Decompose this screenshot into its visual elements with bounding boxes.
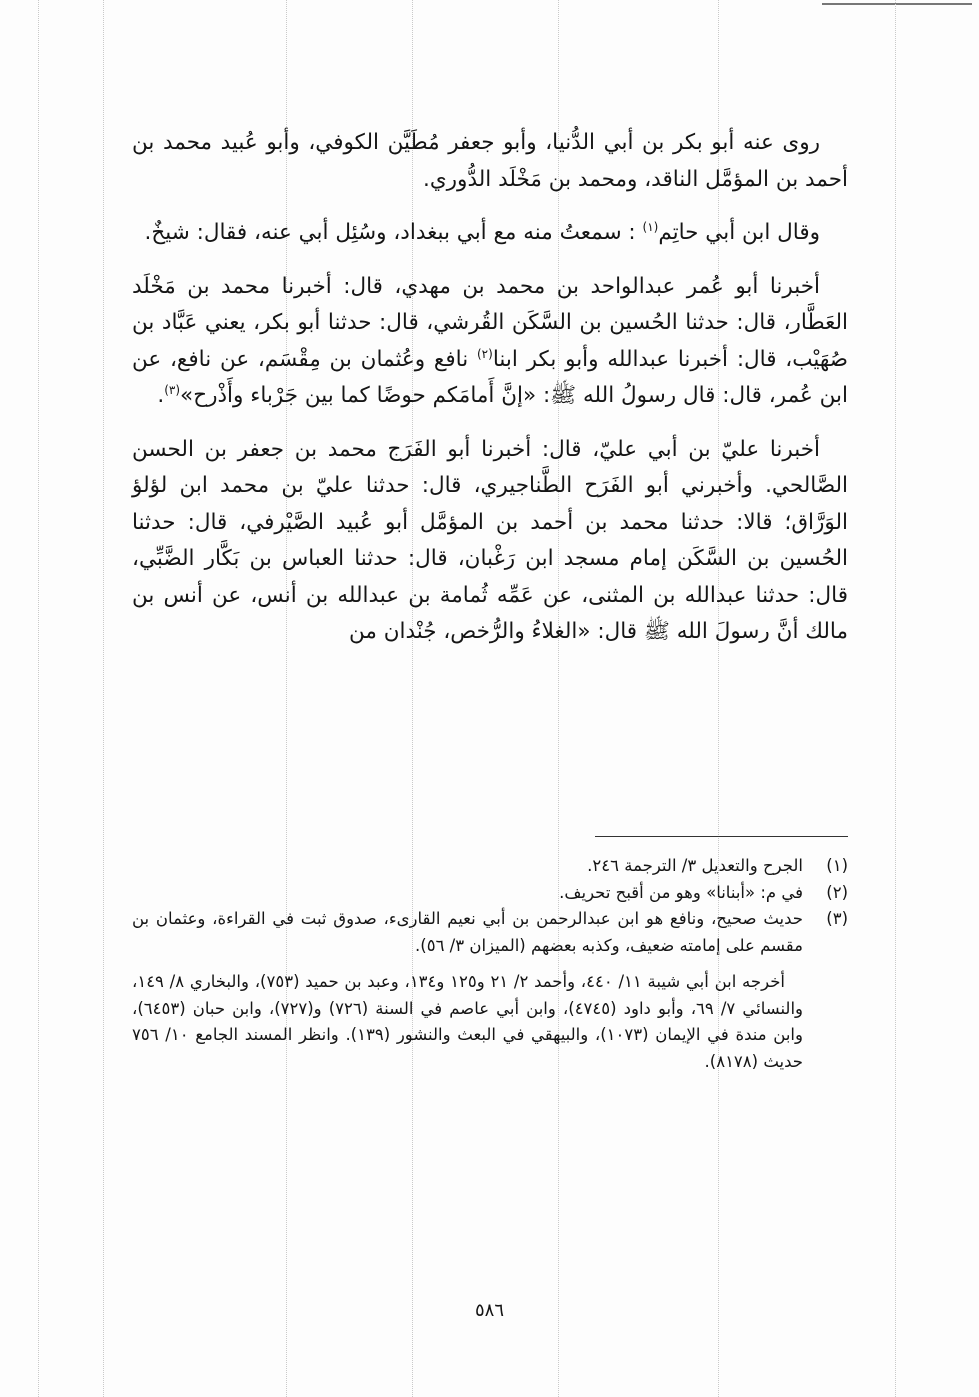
footnote-number: (٢) [826,882,848,902]
main-text [132,125,848,668]
paragraph-text: نافع وعُثمان بن مِقْسَم، عن نافع، عن ابن عُمر، قال: قال رسولُ الله ﷺ: «إنَّ أَمامَكم حوضًا كما بين جَرْباء وأَذْرح» [132,346,848,408]
footnote-text: حديث صحيح، ونافع هو ابن عبدالرحمن بن أبي نعيم القارىء، صدوق ثبت في القراءة، وعثمان بن مقسم على إمامته ضعيف، وكذبه بعضهم (الميزان ٣/ ٥٦). [132,909,803,955]
page-number: ٥٨٦ [474,1300,504,1321]
footnote-ref[interactable]: (٢) [476,346,493,361]
paragraph-text: وقال ابن أبي حاتِم [658,220,820,245]
paragraph-hadith-one [132,269,848,415]
footnote-ref[interactable]: (١) [642,219,659,234]
footnote-continuation: أخرجه ابن أبي شيبة ١١/ ٤٤٠، وأحمد ٢/ ٢١ و١٢٥ و١٣٤، وعبد بن حميد (٧٥٣)، والبخاري ٨/ ١٤٩، والنسائي ٧/ ٦٩، وأبو داود (٤٧٤٥)، وابن أبي عاصم في السنة (٧٢٦) و(٧٢٧)، وابن حبان (٦٤٥٣)، وابن مندة في الإيمان (١٠٧٣)، والبيهقي في البعث والنشور (١٣٩). وانظر المسند الجامع ١٠/ ٧٥٦ حديث (٨١٧٨). [132,972,804,1071]
footnote-separator [595,836,848,837]
top-edge-rule [822,3,972,5]
scan-noise-line [895,0,896,1397]
scan-noise-line [38,0,39,1397]
footnote-text: الجرح والتعديل ٣/ الترجمة ٢٤٦. [587,856,803,875]
footnote-item [132,880,848,907]
footnote-number: (١) [826,856,848,875]
paragraph-ibn-abi-hatim [132,215,848,252]
footnote-text: في م: «أبنانا» وهو من أقبح تحريف. [559,882,803,902]
paragraph-hadith-two [132,432,848,651]
footnote-ref[interactable]: (٣) [164,382,181,397]
footnote-item [132,906,848,959]
paragraph-text: . [157,383,165,408]
paragraph-narrators [132,125,848,198]
footnote-number: (٣) [826,909,848,928]
footnote-item [132,853,848,880]
scan-noise-line [103,0,104,1397]
paragraph-text: روى عنه أبو بكر بن أبي الدُّنيا، وأبو جعفر مُطَيَّن الكوفي، وأبو عُبيد محمد بن أحمد بن المؤمَّل الناقد، ومحمد بن مَخْلَد الدُّوري. [132,130,848,192]
paragraph-text: : سمعتُ منه مع أبي ببغداد، وسُئِل أبي عنه، فقال: شيخٌ. [144,220,636,245]
paragraph-text: أخبرنا عليّ بن أبي عليّ، قال: أخبرنا أبو الفَرَج محمد بن جعفر بن الحسن الصَّالحي. وأخبرني أبو الفَرَح الطَّناجيري، قال: حدثنا عليّ بن محمد ابن لؤلؤ الوَرَّاق؛ قالا: حدثنا محمد بن أحمد بن المؤمَّل أبو عُبيد الصَّيْرفي، قال: حدثنا الحُسين بن السَّكَن إمام مسجد ابن رَغْبان، قال: حدثنا العباس بن بَكَّار الضَّبِّي، قال: حدثنا عبدالله بن المثنى، عن عَمِّه ثُمامة بن عبدالله بن أنس، عن أنس بن مالك أنَّ رسولَ الله ﷺ قال: «الغلاءُ والرُّخص، جُنْدان من [132,436,848,644]
footnotes [132,853,848,1075]
paragraph-text: أخبرنا أبو عُمر عبدالواحد بن محمد بن مهدي، قال: أخبرنا محمد بن مَخْلَد العَطَّار، قال: حدثنا الحُسين بن السَّكَن القُرشي، قال: حدثنا أبو بكر، يعني عَبَّاد بن صُهَيْب، قال: أخبرنا عبدالله وأبو بكر ابنا [132,273,848,372]
